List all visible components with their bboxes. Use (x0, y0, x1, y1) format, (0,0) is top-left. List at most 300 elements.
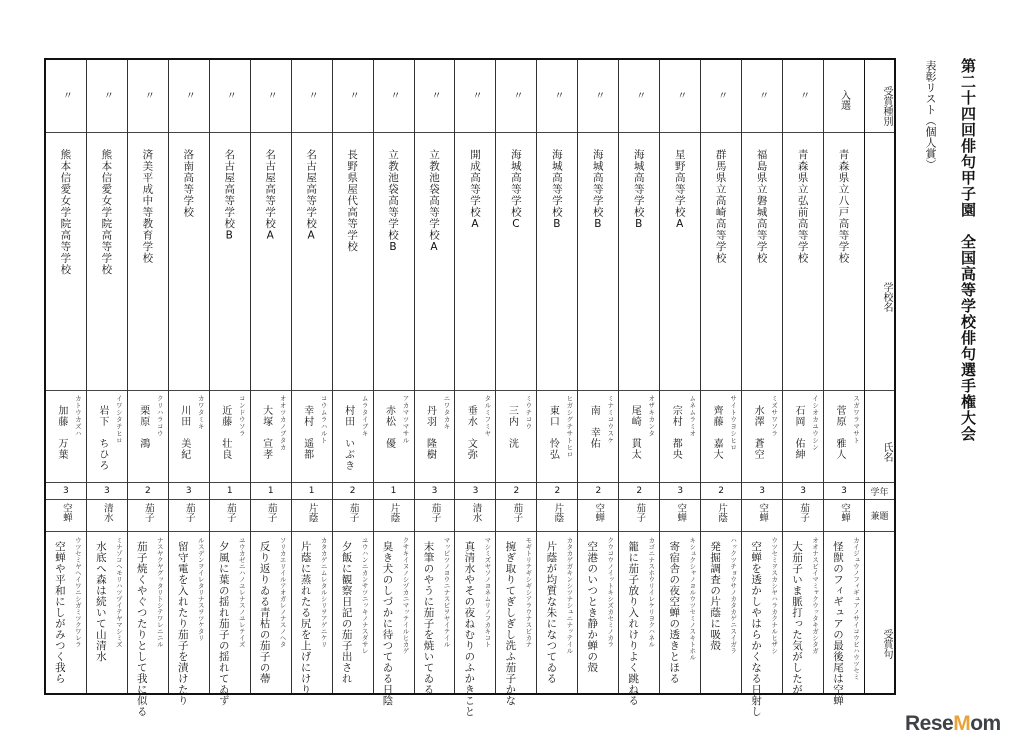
haiku-furigana: カゴニナスホウリイレケリヨクハネル (647, 537, 656, 648)
award-type-cell (660, 60, 700, 132)
school-cell (87, 132, 127, 390)
award-type-cell (374, 60, 414, 132)
student-name: 栗原 鴻 (137, 405, 149, 449)
school-name: 群馬県立高崎高等学校 (714, 149, 727, 264)
school-name: 青森県立八戸高等学校 (837, 149, 850, 264)
kigo-cell (619, 499, 659, 531)
grade-cell (701, 482, 741, 499)
award-entry-column (659, 60, 700, 693)
name-furigana: ニワタカキ (442, 395, 451, 430)
haiku-text: 茄子焼くやぐつたりとして我に似る (135, 541, 148, 717)
student-name: 齊藤 嘉大 (711, 405, 723, 460)
haiku-cell (128, 531, 168, 717)
grade-value: 2 (554, 486, 561, 496)
kigo-cell (455, 499, 495, 531)
name-furigana: タルミフミヤ (483, 395, 492, 437)
student-name: 尾崎 貫太 (629, 405, 641, 460)
kigo-value: 清水 (101, 503, 113, 522)
grade-value: 3 (759, 486, 765, 496)
kigo-cell (169, 499, 209, 531)
award-type-cell (87, 60, 127, 132)
award-entry-column (454, 60, 495, 717)
school-cell (537, 132, 577, 390)
kigo-value: 片蔭 (388, 503, 400, 522)
award-type: 〃 (715, 90, 727, 100)
award-entry-column (373, 60, 414, 706)
award-type: 〃 (633, 90, 645, 100)
name-furigana: カワタミキ (196, 395, 205, 430)
haiku-cell (87, 531, 127, 693)
haiku-text: 捥ぎ取りてぎしぎし洗ふ茄子かな (504, 541, 517, 706)
student-name: 村田 いぶき (342, 405, 354, 471)
kigo-value: 茄子 (265, 503, 277, 522)
award-type-cell (333, 60, 373, 132)
haiku-cell (169, 531, 209, 706)
school-cell (660, 132, 700, 390)
school-cell (333, 132, 373, 390)
student-name: 大塚 宣孝 (260, 405, 272, 460)
name-furigana: ミズサワソラ (770, 395, 779, 437)
kigo-cell (251, 499, 291, 531)
haiku-text: 籠に茄子放り入れけりよく跳ねる (627, 541, 640, 706)
grade-value: 1 (308, 486, 315, 496)
resemom-logo: ReseMom (905, 712, 1001, 735)
grade-value: 3 (472, 486, 479, 496)
name-cell (46, 390, 86, 482)
haiku-furigana: クサキイヌノシヅカニマッテイルヒカゲ (401, 537, 410, 654)
kigo-value: 片蔭 (306, 503, 318, 522)
kigo-cell (210, 499, 250, 531)
award-type-cell (46, 60, 86, 132)
name-cell (87, 390, 127, 482)
haiku-cell (46, 531, 86, 693)
name-furigana: カトウカズハ (73, 395, 82, 437)
name-furigana: オオツカノブタカ (278, 395, 287, 451)
haiku-cell (415, 531, 455, 693)
award-type-cell (251, 60, 291, 132)
school-cell (374, 132, 414, 390)
student-name: 三内 洸 (506, 405, 518, 449)
student-name: 垂水 文弥 (465, 405, 477, 460)
student-name: 水澤 蒼空 (752, 405, 764, 460)
school-cell (251, 132, 291, 390)
name-furigana: コウムラハルト (319, 395, 328, 444)
grade-value: 2 (595, 486, 602, 496)
name-furigana: スガワラマサト (852, 395, 860, 444)
grade-cell (292, 482, 332, 499)
haiku-text: 怪獣のフィギュアの最後尾は空蝉 (832, 541, 844, 706)
name-furigana: コンドウソラ (237, 395, 246, 437)
grade-value: 2 (513, 486, 520, 496)
list-title: 表彰リスト（個人賞） (924, 60, 937, 170)
haiku-text: 片蔭が均質な朱になつてゐる (545, 541, 558, 684)
award-type: 〃 (592, 90, 604, 100)
kigo-cell (374, 499, 414, 531)
header-kigo: 兼題 (865, 499, 894, 531)
name-furigana: クリハラコウ (155, 395, 164, 437)
grade-cell (742, 482, 782, 499)
award-entry-column (209, 60, 250, 706)
grade-value: 3 (104, 486, 110, 496)
grade-value: 2 (144, 486, 151, 496)
haiku-furigana: カタカゲニムレタルシリヲアゲニケリ (319, 537, 328, 648)
award-type-cell (783, 60, 823, 132)
haiku-cell (496, 531, 536, 706)
award-type: 〃 (469, 90, 481, 100)
name-cell (537, 390, 577, 482)
award-type-cell (742, 60, 782, 132)
grade-value: 3 (63, 486, 69, 496)
haiku-furigana: マシミズヤソノヨネムリノフカキコト (483, 537, 492, 648)
school-name: 名古屋高等学校A (305, 149, 318, 243)
school-cell (824, 132, 864, 390)
grade-value: 3 (185, 486, 192, 496)
name-furigana: アカマツマサル (401, 395, 410, 444)
header-award-type: 受賞種別 (881, 86, 892, 126)
grade-value: 2 (349, 486, 356, 496)
grade-cell (824, 482, 864, 499)
student-name: 南 幸佑 (588, 405, 600, 449)
grade-cell (128, 482, 168, 499)
grade-cell (537, 482, 577, 499)
student-name: 石岡 佑紳 (793, 405, 805, 460)
name-furigana: ミウチコウ (524, 395, 533, 430)
kigo-value: 茄子 (142, 503, 154, 522)
student-name: 岩下 ちひろ (96, 405, 108, 471)
school-cell (46, 132, 86, 390)
student-name: 菅原 雅人 (834, 405, 845, 460)
haiku-cell (210, 531, 250, 706)
grade-value: 1 (390, 486, 397, 496)
grade-cell (87, 482, 127, 499)
award-type: 入選 (838, 90, 850, 110)
name-cell (783, 390, 823, 482)
document-title: 第二十四回俳句甲子園 全国高等学校俳句選手権大会 (959, 58, 977, 442)
header-school: 学校名 (865, 132, 894, 390)
award-type-cell (169, 60, 209, 132)
award-type: 〃 (306, 90, 318, 100)
haiku-furigana: モギトリテギシギシアラウナスビカナ (524, 537, 533, 648)
grade-value: 2 (718, 486, 725, 496)
haiku-text: 反り返りゐる青枯の茄子の蔕 (258, 541, 271, 684)
grade-value: 3 (800, 486, 806, 496)
school-cell (292, 132, 332, 390)
name-cell (496, 390, 536, 482)
award-entry-column (700, 60, 741, 693)
haiku-text: 夕風に葉の揺れ茄子の揺れてゐず (217, 541, 230, 706)
haiku-furigana: オオナスビイマミャクウッタキガシタガ (811, 537, 820, 654)
kigo-cell (783, 499, 823, 531)
school-name: 立教池袋高等学校B (387, 149, 400, 254)
award-type: 〃 (551, 90, 563, 100)
haiku-cell (374, 531, 414, 706)
award-entry-column (86, 60, 127, 693)
grade-value: 1 (226, 486, 233, 496)
student-name: 加藤 万葉 (55, 405, 67, 460)
grade-cell (251, 482, 291, 499)
award-entry-column (127, 60, 168, 717)
kigo-cell (537, 499, 577, 531)
name-cell (455, 390, 495, 482)
student-name: 幸村 遥都 (301, 405, 313, 460)
name-furigana: ムネムラミオ (688, 395, 697, 437)
award-type: 〃 (674, 90, 686, 100)
school-name: 名古屋高等学校A (264, 149, 277, 243)
grade-cell (455, 482, 495, 499)
haiku-cell (660, 531, 700, 693)
kigo-value: 片蔭 (716, 503, 728, 522)
award-type-cell (578, 60, 618, 132)
kigo-value: 空蝉 (60, 503, 72, 522)
student-name: 宗村 都央 (670, 405, 682, 460)
haiku-furigana: ユウカゼニハノユレナスノユレテイズ (237, 537, 246, 648)
student-name: 東口 怜弘 (547, 405, 559, 460)
haiku-cell (578, 531, 618, 693)
name-furigana: イワシタチヒロ (114, 395, 123, 444)
name-cell (619, 390, 659, 482)
school-name: 熊本信愛女学院高等学校 (59, 149, 72, 276)
name-cell (210, 390, 250, 482)
grade-cell (619, 482, 659, 499)
award-table (44, 58, 896, 717)
award-entry-column (823, 60, 864, 706)
kigo-cell (496, 499, 536, 531)
school-name: 済美平成中等教育学校 (141, 149, 154, 264)
haiku-cell (292, 531, 332, 693)
kigo-cell (701, 499, 741, 531)
grade-cell (374, 482, 414, 499)
school-cell (455, 132, 495, 390)
haiku-cell (537, 531, 577, 693)
haiku-cell (251, 531, 291, 693)
school-name: 名古屋高等学校B (223, 149, 236, 243)
kigo-cell (578, 499, 618, 531)
student-name: 丹羽 隆樹 (424, 405, 436, 460)
haiku-furigana: ユウハンニカンサツニッキノナスダサレ (360, 537, 369, 654)
name-furigana: イシオカユウシン (811, 395, 820, 451)
name-cell (251, 390, 291, 482)
name-cell (333, 390, 373, 482)
name-cell (169, 390, 209, 482)
haiku-text: 水底へ森は続いて山清水 (94, 541, 107, 662)
grade-cell (660, 482, 700, 499)
kigo-cell (292, 499, 332, 531)
award-entry-column (168, 60, 209, 706)
kigo-cell (742, 499, 782, 531)
kigo-value: 空蝉 (839, 503, 851, 522)
award-type: 〃 (60, 90, 72, 100)
grade-cell (46, 482, 86, 499)
haiku-text: 空蝉を透かしやはらかくなる日射し (750, 541, 763, 717)
haiku-furigana: カイジュウノフィギュアノサイコウビハウツセミ (852, 537, 860, 680)
student-name: 川田 美紀 (178, 405, 190, 460)
haiku-cell (783, 531, 823, 693)
grade-cell (169, 482, 209, 499)
haiku-text: 真清水やその夜ねむりのふかきこと (463, 541, 476, 717)
kigo-cell (660, 499, 700, 531)
award-type-cell (128, 60, 168, 132)
award-type: 〃 (510, 90, 522, 100)
kigo-value: 茄子 (429, 503, 441, 522)
kigo-cell (87, 499, 127, 531)
award-type: 〃 (388, 90, 400, 100)
kigo-value: 空蝉 (593, 503, 605, 522)
school-cell (210, 132, 250, 390)
school-cell (128, 132, 168, 390)
grade-value: 2 (636, 486, 643, 496)
school-cell (701, 132, 741, 390)
haiku-furigana: ミナゾコヘモリハツヅイテヤマシミズ (114, 537, 123, 648)
grade-cell (496, 482, 536, 499)
school-name: 立教池袋高等学校A (427, 149, 440, 254)
name-cell (660, 390, 700, 482)
award-entry-column (414, 60, 455, 693)
haiku-text: 片蔭に蒸れたる尻を上げにけり (299, 541, 312, 695)
grade-cell (578, 482, 618, 499)
haiku-furigana: ウツセミヲスカシヤハラカクナルヒザシ (770, 537, 779, 654)
award-type: 〃 (265, 90, 277, 100)
award-type-cell (537, 60, 577, 132)
header-name: 氏名 (865, 390, 894, 482)
haiku-furigana: ナスヤクヤグッタリトシテワレニニル (155, 537, 164, 648)
haiku-cell (742, 531, 782, 717)
name-cell (415, 390, 455, 482)
award-entry-column (46, 60, 86, 693)
award-entry-column (495, 60, 536, 706)
kigo-value: 空蝉 (757, 503, 769, 522)
school-name: 長野県屋代高等学校 (346, 149, 359, 253)
name-cell (292, 390, 332, 482)
name-furigana: ミナミコウスケ (606, 395, 615, 444)
kigo-value: 片蔭 (552, 503, 564, 522)
student-name: 赤松 優 (383, 405, 395, 449)
award-type-cell (701, 60, 741, 132)
kigo-cell (128, 499, 168, 531)
haiku-cell (701, 531, 741, 693)
award-type: 〃 (142, 90, 154, 100)
grade-value: 3 (677, 486, 684, 496)
award-entry-column (250, 60, 291, 693)
kigo-value: 茄子 (634, 503, 646, 522)
table-header-column (864, 60, 894, 693)
haiku-text: 末筆のやうに茄子を焼いてゐる (422, 541, 435, 695)
kigo-value: 茄子 (224, 503, 236, 522)
grade-cell (210, 482, 250, 499)
grade-value: 1 (267, 486, 274, 496)
award-entry-column (291, 60, 332, 693)
award-entry-column (536, 60, 577, 693)
award-type-cell (619, 60, 659, 132)
haiku-text: 臭き犬のしづかに待つてゐる日陰 (381, 541, 394, 706)
haiku-furigana: キシュクシャノヨルウツセミノスキトホル (688, 537, 697, 661)
award-type: 〃 (183, 90, 195, 100)
kigo-cell (46, 499, 86, 531)
award-type-cell (415, 60, 455, 132)
award-type-cell (824, 60, 864, 132)
name-cell (578, 390, 618, 482)
school-cell (742, 132, 782, 390)
school-cell (415, 132, 455, 390)
name-cell (128, 390, 168, 482)
haiku-text: 寄宿舎の夜空蝉の透きとほる (668, 541, 681, 684)
haiku-text: 大茄子いま脈打った気がしたが (791, 541, 804, 695)
school-cell (496, 132, 536, 390)
award-type: 〃 (756, 90, 768, 100)
haiku-furigana: クウコウノイットキシズカセミノカラ (606, 537, 615, 648)
grade-value: 3 (431, 486, 438, 496)
school-name: 海城高等学校C (509, 149, 522, 231)
haiku-text: 夕飯に観察日記の茄子出され (340, 541, 353, 684)
name-furigana: ヒガシグチサトヒロ (565, 395, 574, 458)
school-cell (783, 132, 823, 390)
award-entry-column (741, 60, 782, 717)
haiku-text: 空港のいつとき静か蝉の殻 (586, 541, 599, 673)
name-furigana: サイトウヨシヒロ (729, 395, 738, 451)
award-type: 〃 (347, 90, 359, 100)
haiku-cell (619, 531, 659, 706)
award-type-cell (496, 60, 536, 132)
award-type-cell (455, 60, 495, 132)
grade-cell (783, 482, 823, 499)
kigo-value: 清水 (470, 503, 482, 522)
grade-cell (333, 482, 373, 499)
award-type: 〃 (428, 90, 440, 100)
haiku-furigana: カタカゲガキンシツナシュニナッテイル (565, 537, 574, 654)
kigo-value: 茄子 (511, 503, 523, 522)
name-cell (374, 390, 414, 482)
kigo-value: 茄子 (798, 503, 810, 522)
award-type: 〃 (101, 90, 113, 100)
school-name: 開成高等学校A (468, 149, 481, 231)
school-name: 海城高等学校B (632, 149, 645, 231)
grade-cell (415, 482, 455, 499)
school-name: 海城高等学校B (550, 149, 563, 231)
school-name: 福島県立磐城高等学校 (755, 149, 768, 264)
kigo-value: 茄子 (347, 503, 359, 522)
haiku-furigana: ウツセミヤヘイワニシガミツクワレラ (73, 537, 82, 648)
name-cell (742, 390, 782, 482)
award-type-cell (292, 60, 332, 132)
school-cell (169, 132, 209, 390)
kigo-cell (415, 499, 455, 531)
haiku-furigana: マッピツノヨウニナスビヲヤイテイル (442, 537, 451, 648)
haiku-text: 留守電を入れたり茄子を漬けたり (176, 541, 189, 706)
school-name: 洛南高等学校 (182, 149, 195, 218)
award-type: 〃 (224, 90, 236, 100)
school-cell (619, 132, 659, 390)
header-haiku: 受賞句 (865, 531, 894, 693)
school-name: 青森県立弘前高等学校 (796, 149, 809, 264)
kigo-cell (333, 499, 373, 531)
haiku-cell (333, 531, 373, 693)
haiku-cell (824, 531, 864, 706)
award-type-cell (210, 60, 250, 132)
haiku-furigana: ハックツチョウサノカタカゲニスイガラ (729, 537, 738, 654)
kigo-value: 空蝉 (675, 503, 687, 522)
header-grade: 学年 (865, 482, 894, 499)
student-name: 近藤 壮良 (219, 405, 231, 460)
grade-value: 3 (841, 486, 847, 496)
name-furigana: ムラタイブキ (360, 395, 369, 437)
award-entry-column (618, 60, 659, 706)
school-cell (578, 132, 618, 390)
school-name: 星野高等学校A (673, 149, 686, 231)
award-type: 〃 (797, 90, 809, 100)
kigo-cell (824, 499, 864, 531)
name-cell (824, 390, 864, 482)
haiku-furigana: ソリカエリイルアオガレノナスノヘタ (278, 537, 287, 648)
haiku-text: 空蝉や平和にしがみつく我ら (53, 541, 66, 684)
